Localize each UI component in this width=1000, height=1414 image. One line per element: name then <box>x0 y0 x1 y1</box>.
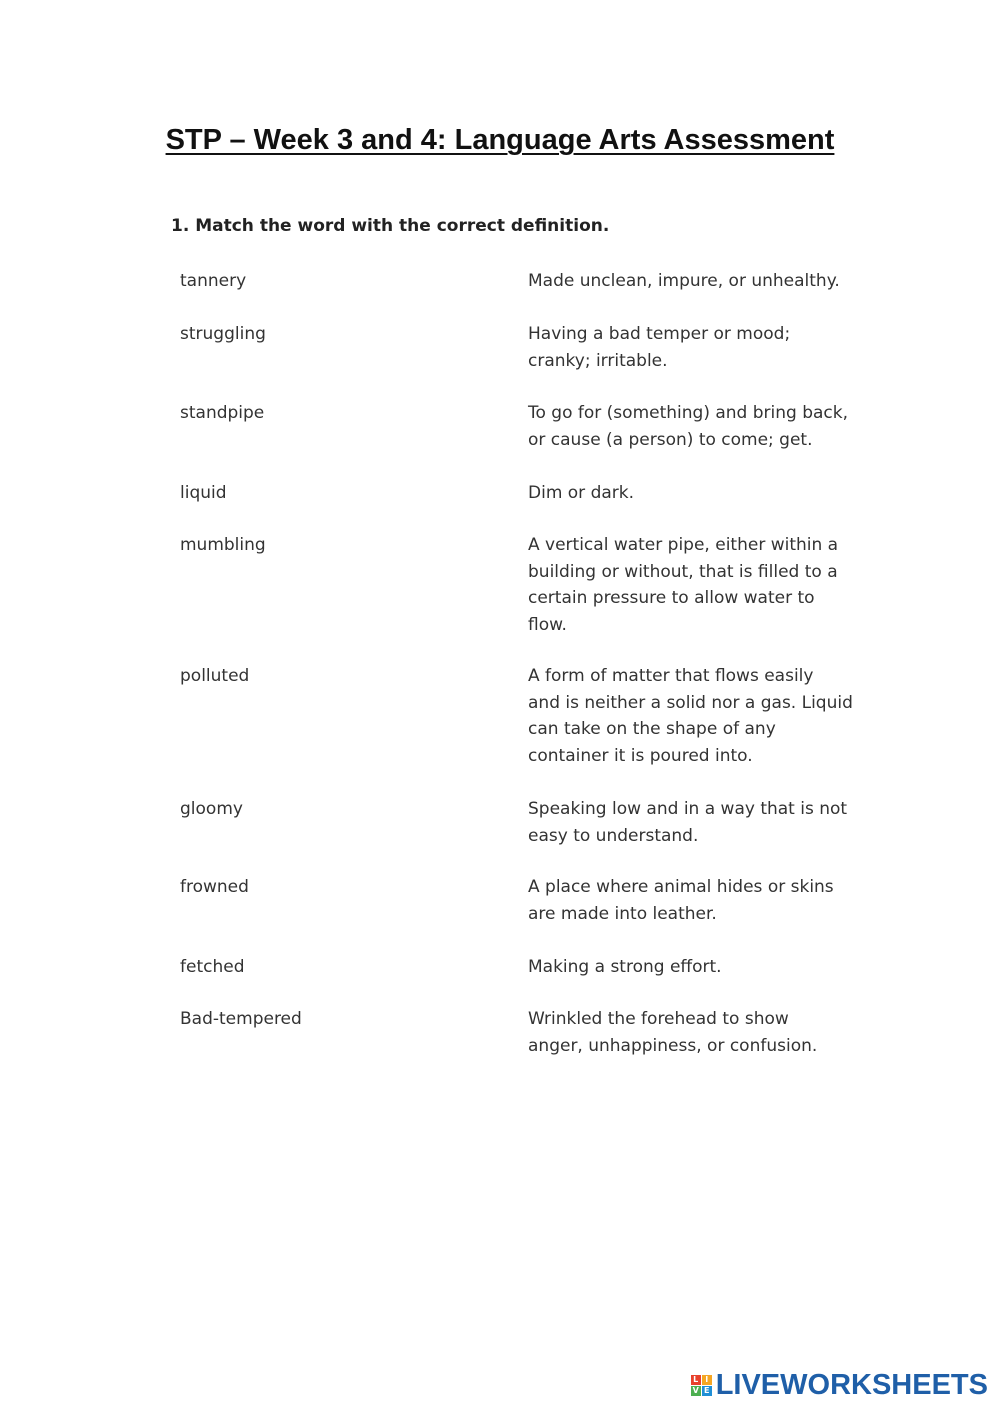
match-word[interactable]: tannery <box>180 271 247 291</box>
liveworksheets-logo-icon <box>691 1375 712 1396</box>
logo-letter: L <box>691 1375 701 1385</box>
match-word[interactable]: fetched <box>180 957 245 977</box>
match-word[interactable]: frowned <box>180 877 249 897</box>
match-word[interactable]: standpipe <box>180 403 265 423</box>
match-definition[interactable]: Wrinkled the forehead to show anger, unhappiness, or confusion. <box>528 1009 818 1056</box>
page-title: STP – Week 3 and 4: Language Arts Assessment <box>165 124 835 156</box>
match-word[interactable]: struggling <box>180 324 266 344</box>
brand-name: LIVEWORKSHEETS <box>715 1369 988 1401</box>
match-definition[interactable]: Making a strong effort. <box>528 957 722 977</box>
match-definition[interactable]: A vertical water pipe, either within a building or without, that is filled to a certain pressure to allow water to flow. <box>528 535 839 635</box>
logo-letter: E <box>702 1386 712 1396</box>
liveworksheets-brand <box>691 1369 988 1402</box>
match-definition[interactable]: A form of matter that flows easily and is neither a solid nor a gas. Liquid can take on the shape of any container it is poured into. <box>528 666 853 766</box>
match-definition[interactable]: Made unclean, impure, or unhealthy. <box>528 271 840 291</box>
logo-letter: I <box>702 1375 712 1385</box>
match-definition[interactable]: A place where animal hides or skins are made into leather. <box>528 877 834 924</box>
match-word[interactable]: polluted <box>180 666 250 686</box>
match-word[interactable]: liquid <box>180 483 227 503</box>
match-word[interactable]: gloomy <box>180 799 243 819</box>
match-word[interactable]: mumbling <box>180 535 266 555</box>
question-instruction: 1. Match the word with the correct definition. <box>171 216 610 236</box>
match-definition[interactable]: Having a bad temper or mood; cranky; irritable. <box>528 324 791 371</box>
match-definition[interactable]: To go for (something) and bring back, or cause (a person) to come; get. <box>528 403 849 450</box>
match-word[interactable]: Bad-tempered <box>180 1009 302 1029</box>
logo-letter: V <box>692 1386 699 1395</box>
match-definition[interactable]: Speaking low and in a way that is not easy to understand. <box>528 799 848 846</box>
match-definition[interactable]: Dim or dark. <box>528 483 635 503</box>
